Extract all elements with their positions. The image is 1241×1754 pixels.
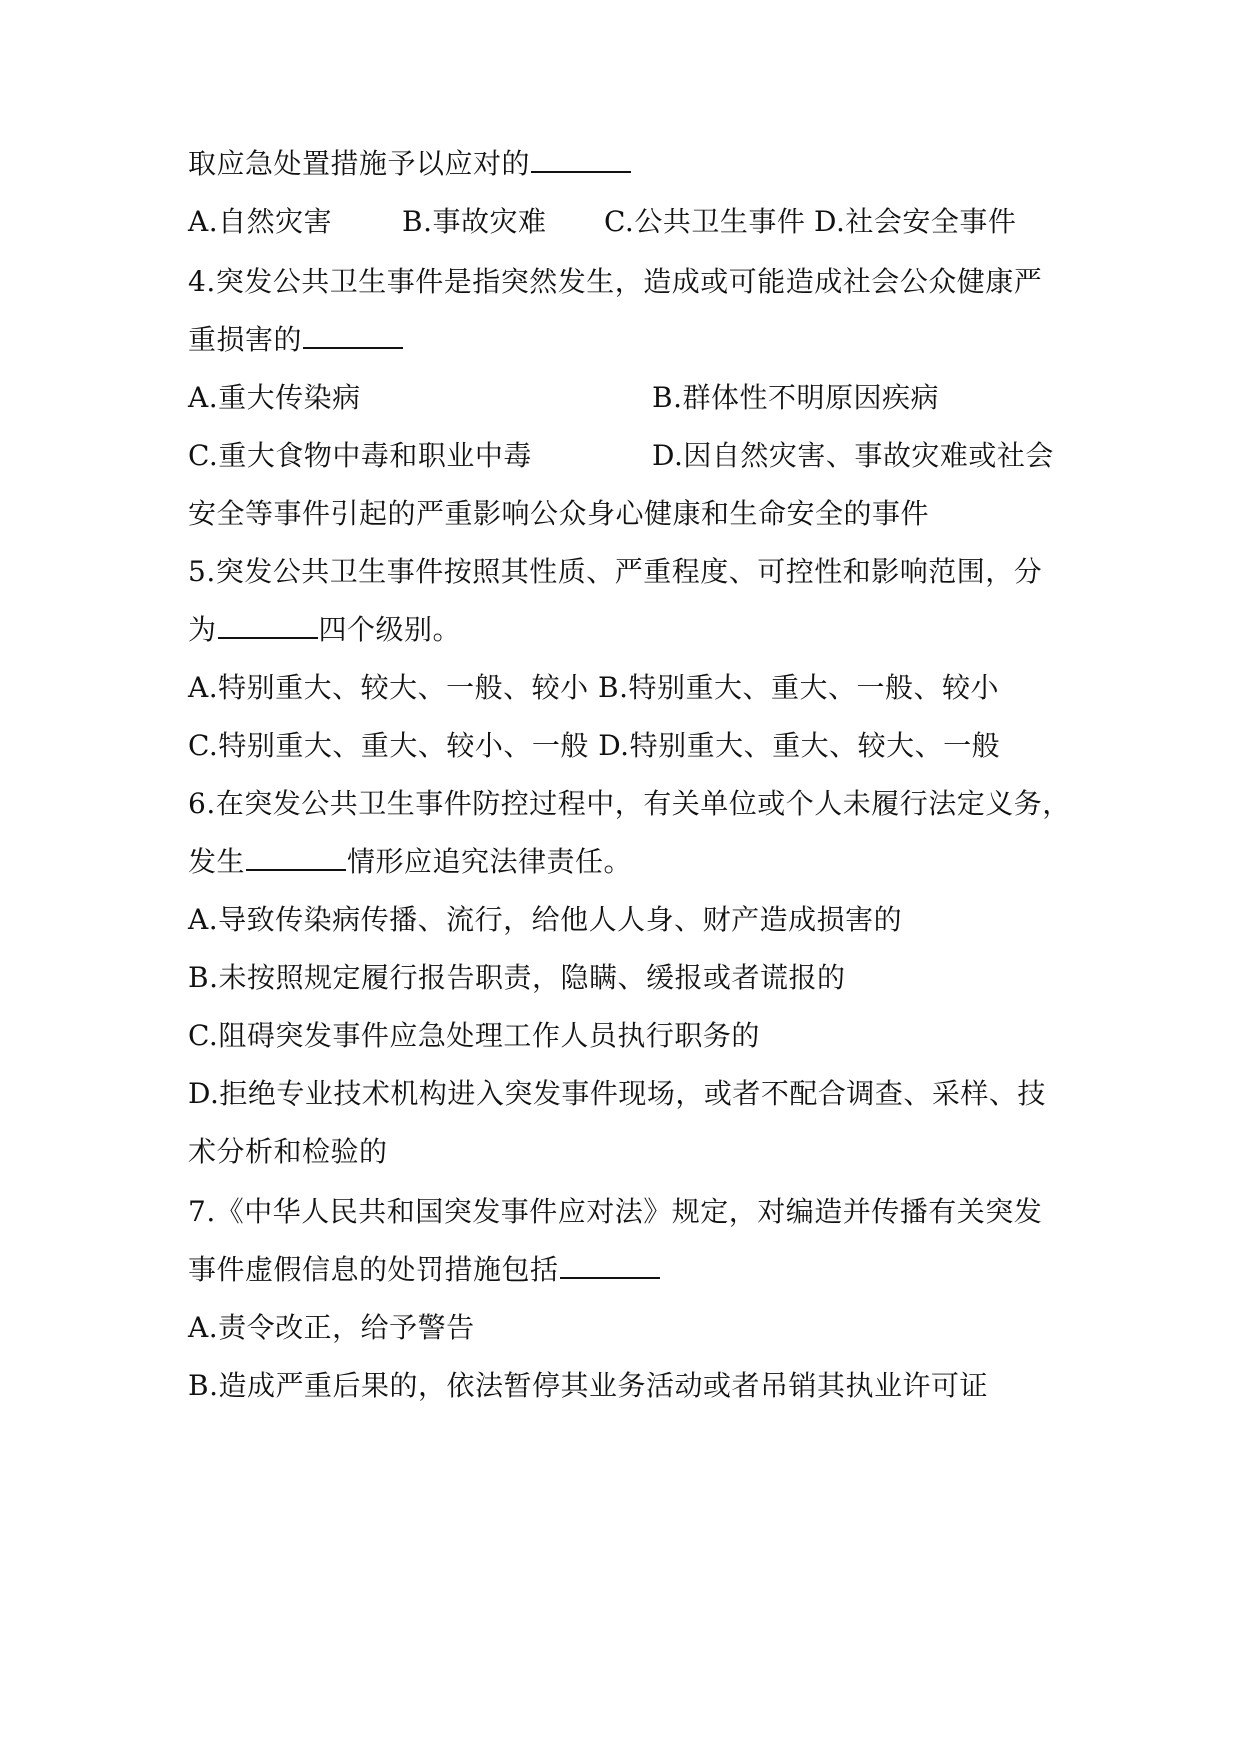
answer-blank — [303, 321, 403, 349]
question-6-stem-after: 情形应追究法律责任。 — [347, 845, 633, 878]
question-4-option-c: C.重大食物中毒和职业中毒 — [188, 439, 532, 472]
answer-blank — [246, 843, 346, 871]
question-5-stem-after: 四个级别。 — [318, 613, 462, 646]
question-6-stem-continued — [188, 842, 632, 882]
question-7-stem-text: 事件虚假信息的处罚措施包括 — [188, 1253, 559, 1286]
question-4-stem: 4.突发公共卫生事件是指突然发生，造成或可能造成社会公众健康严 — [188, 265, 1043, 298]
question-4-options-cd — [188, 436, 1068, 476]
question-6-option-a: A.导致传染病传播、流行，给他人人身、财产造成损害的 — [188, 903, 903, 936]
question-6-stem-before: 发生 — [188, 845, 246, 878]
answer-blank — [560, 1251, 660, 1279]
question-6-option-b: B.未按照规定履行报告职责，隐瞒、缓报或者谎报的 — [188, 961, 846, 994]
question-5-options-ab: A.特别重大、较大、一般、较小 B.特别重大、重大、一般、较小 — [188, 671, 1000, 704]
question-6-option-d: D.拒绝专业技术机构进入突发事件现场，或者不配合调查、采样、技 — [188, 1077, 1046, 1110]
question-7-option-b: B.造成严重后果的，依法暂停其业务活动或者吊销其执业许可证 — [188, 1369, 988, 1402]
question-5-stem-before: 为 — [188, 613, 217, 646]
answer-blank — [218, 611, 318, 639]
question-4-stem-continued — [188, 320, 404, 360]
answer-blank — [531, 145, 631, 173]
question-6-option-c: C.阻碍突发事件应急处理工作人员执行职务的 — [188, 1019, 760, 1052]
question-3-option-b: B.事故灾难 — [402, 205, 547, 238]
question-6-stem: 6.在突发公共卫生事件防控过程中，有关单位或个人未履行法定义务， — [188, 787, 1071, 820]
question-3-option-d: D.社会安全事件 — [814, 205, 1017, 238]
question-7-option-a: A.责令改正，给予警告 — [188, 1311, 475, 1344]
question-5-options-cd: C.特别重大、重大、较小、一般 D.特别重大、重大、较大、一般 — [188, 729, 1001, 762]
question-3-stem-text: 取应急处置措施予以应对的 — [188, 147, 531, 180]
question-4-option-d: D.因自然灾害、事故灾难或社会 — [652, 439, 1054, 472]
question-6-option-d-continued: 术分析和检验的 — [188, 1135, 388, 1168]
question-3-stem-continued — [188, 144, 632, 184]
question-4-stem-text: 重损害的 — [188, 323, 303, 356]
question-4-option-a: A.重大传染病 — [188, 381, 361, 414]
question-4-options-ab — [188, 378, 1068, 418]
question-5-stem-continued — [188, 610, 461, 650]
question-3-option-c: C.公共卫生事件 — [604, 205, 806, 238]
question-5-stem: 5.突发公共卫生事件按照其性质、严重程度、可控性和影响范围，分 — [188, 555, 1043, 588]
question-4-option-d-continued: 安全等事件引起的严重影响公众身心健康和生命安全的事件 — [188, 497, 930, 530]
question-3-option-a: A.自然灾害 — [188, 205, 333, 238]
question-3-options — [188, 202, 1068, 242]
question-7-stem-continued — [188, 1250, 661, 1290]
question-7-stem: 7.《中华人民共和国突发事件应对法》规定，对编造并传播有关突发 — [188, 1195, 1043, 1228]
question-4-option-b: B.群体性不明原因疾病 — [652, 381, 939, 414]
